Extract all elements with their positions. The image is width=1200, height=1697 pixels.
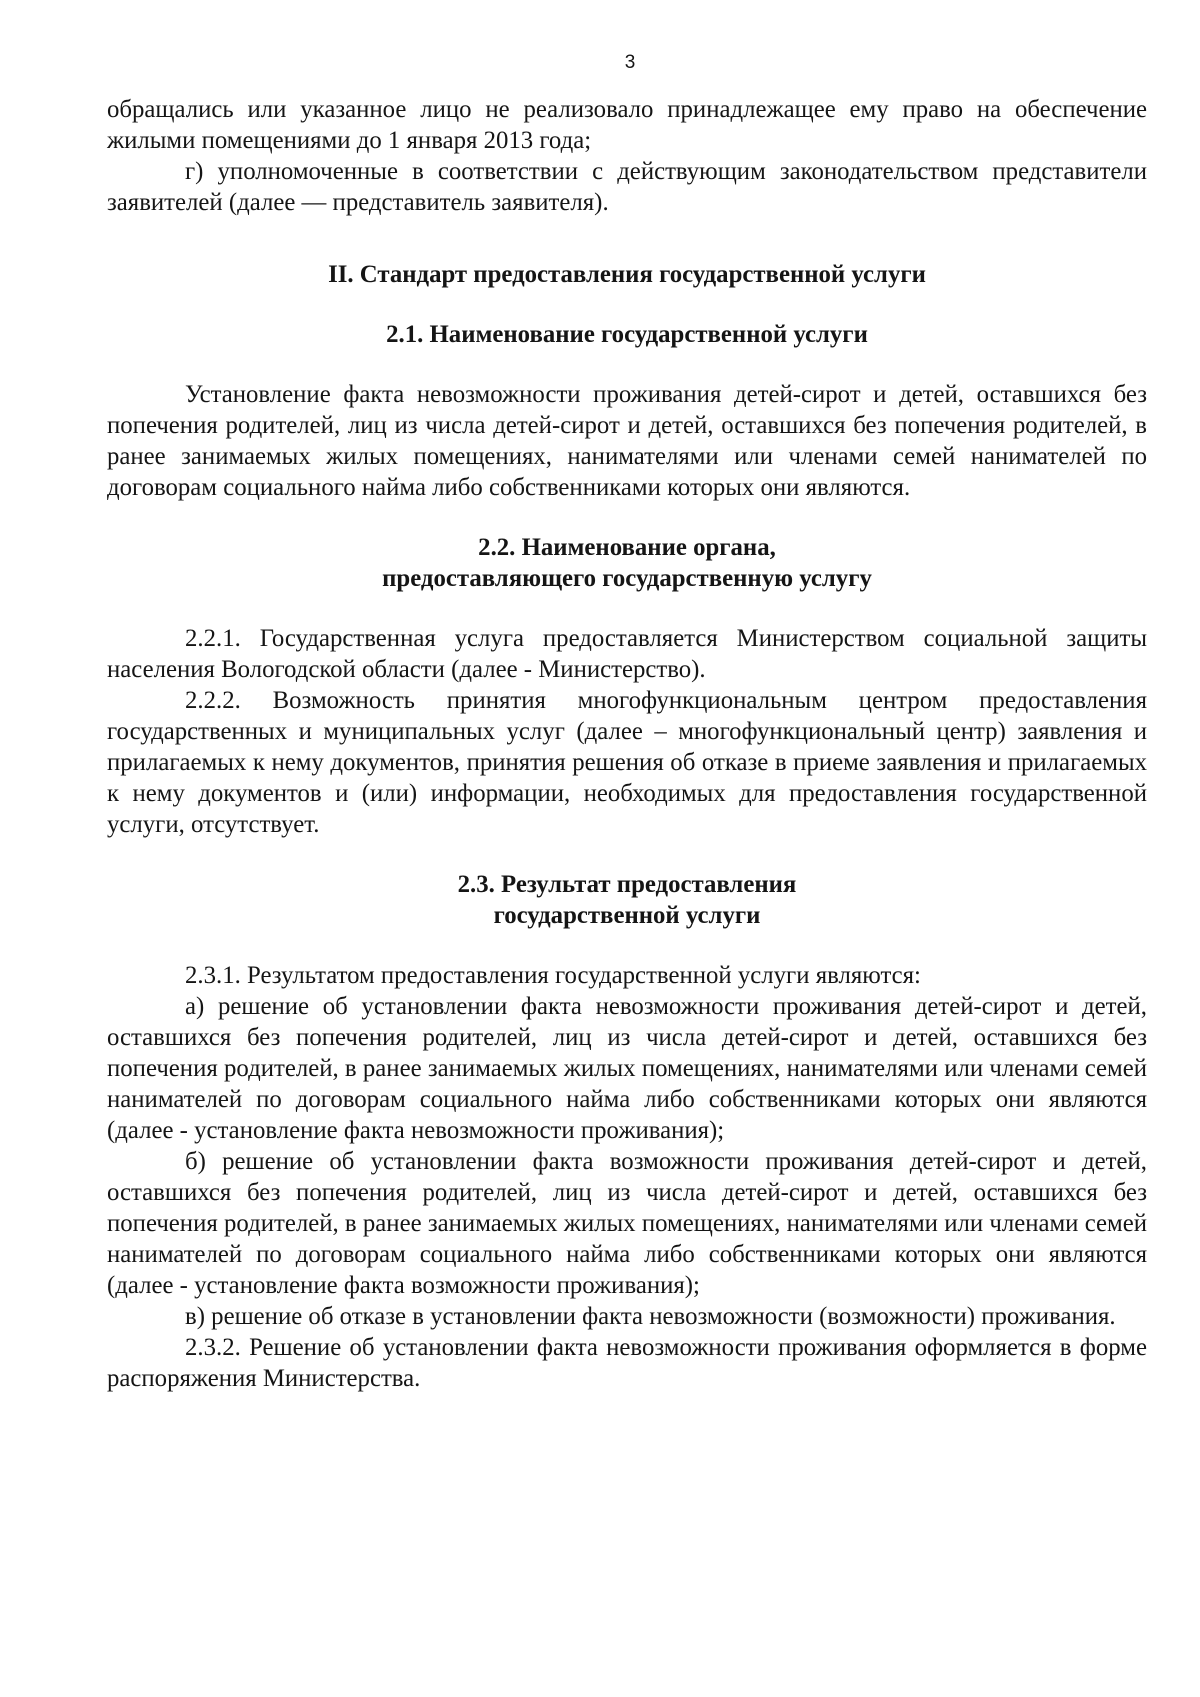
subsection-heading: предоставляющего государственную услугу (382, 565, 872, 592)
paragraph: б) решение об установлении факта возможности проживания детей-сирот и детей, оставшихся без попечения родителей, лиц из числа детей-сирот и детей, оставшихся без попечения родителей, в ранее занимаемых жилых помещениях, нанимателями или членами семей нанимателей по договорам социального найма либо собственниками которых они являются (далее - установление факта возможности проживания); (107, 1148, 1147, 1299)
subsection-heading: 2.2. Наименование органа, (478, 534, 776, 561)
subsection-heading: государственной услуги (493, 902, 761, 929)
page-number: 3 (624, 52, 636, 73)
subsection-heading: 2.3. Результат предоставления (457, 871, 797, 898)
document-body (107, 94, 1147, 1394)
paragraph: в) решение об отказе в установлении факта невозможности (возможности) проживания. (185, 1303, 1116, 1330)
subsection-heading: 2.1. Наименование государственной услуги (386, 321, 868, 348)
paragraph: г) уполномоченные в соответствии с действующим законодательством представители заявителей (далее — представитель заявителя). (107, 158, 1147, 216)
paragraph: Установление факта невозможности проживания детей-сирот и детей, оставшихся без попечения родителей, лиц из числа детей-сирот и детей, оставшихся без попечения родителей, в ранее занимаемых жилых помещениях, нанимателями или членами семей нанимателей по договорам социального найма либо собственниками которых они являются. (107, 381, 1147, 501)
paragraph: 2.3.2. Решение об установлении факта невозможности проживания оформляется в форме распоряжения Министерства. (107, 1334, 1147, 1392)
paragraph: 2.3.1. Результатом предоставления государственной услуги являются: (185, 962, 921, 989)
paragraph: 2.2.2. Возможность принятия многофункциональным центром предоставления государственных и муниципальных услуг (далее – многофункциональный центр) заявления и прилагаемых к нему документов, принятия решения об отказе в приеме заявления и прилагаемых к нему документов и (или) информации, необходимых для предоставления государственной услуги, отсутствует. (107, 687, 1147, 838)
paragraph: а) решение об установлении факта невозможности проживания детей-сирот и детей, оставшихся без попечения родителей, лиц из числа детей-сирот и детей, оставшихся без попечения родителей, в ранее занимаемых жилых помещениях, нанимателями или членами семей нанимателей по договорам социального найма либо собственниками которых они являются (далее - установление факта невозможности проживания); (107, 993, 1147, 1144)
paragraph: 2.2.1. Государственная услуга предоставляется Министерством социальной защиты населения Вологодской области (далее - Министерство). (107, 625, 1147, 683)
section-heading: II. Стандарт предоставления государственной услуги (328, 261, 926, 288)
paragraph: обращались или указанное лицо не реализовало принадлежащее ему право на обеспечение жилыми помещениями до 1 января 2013 года; (107, 96, 1147, 154)
